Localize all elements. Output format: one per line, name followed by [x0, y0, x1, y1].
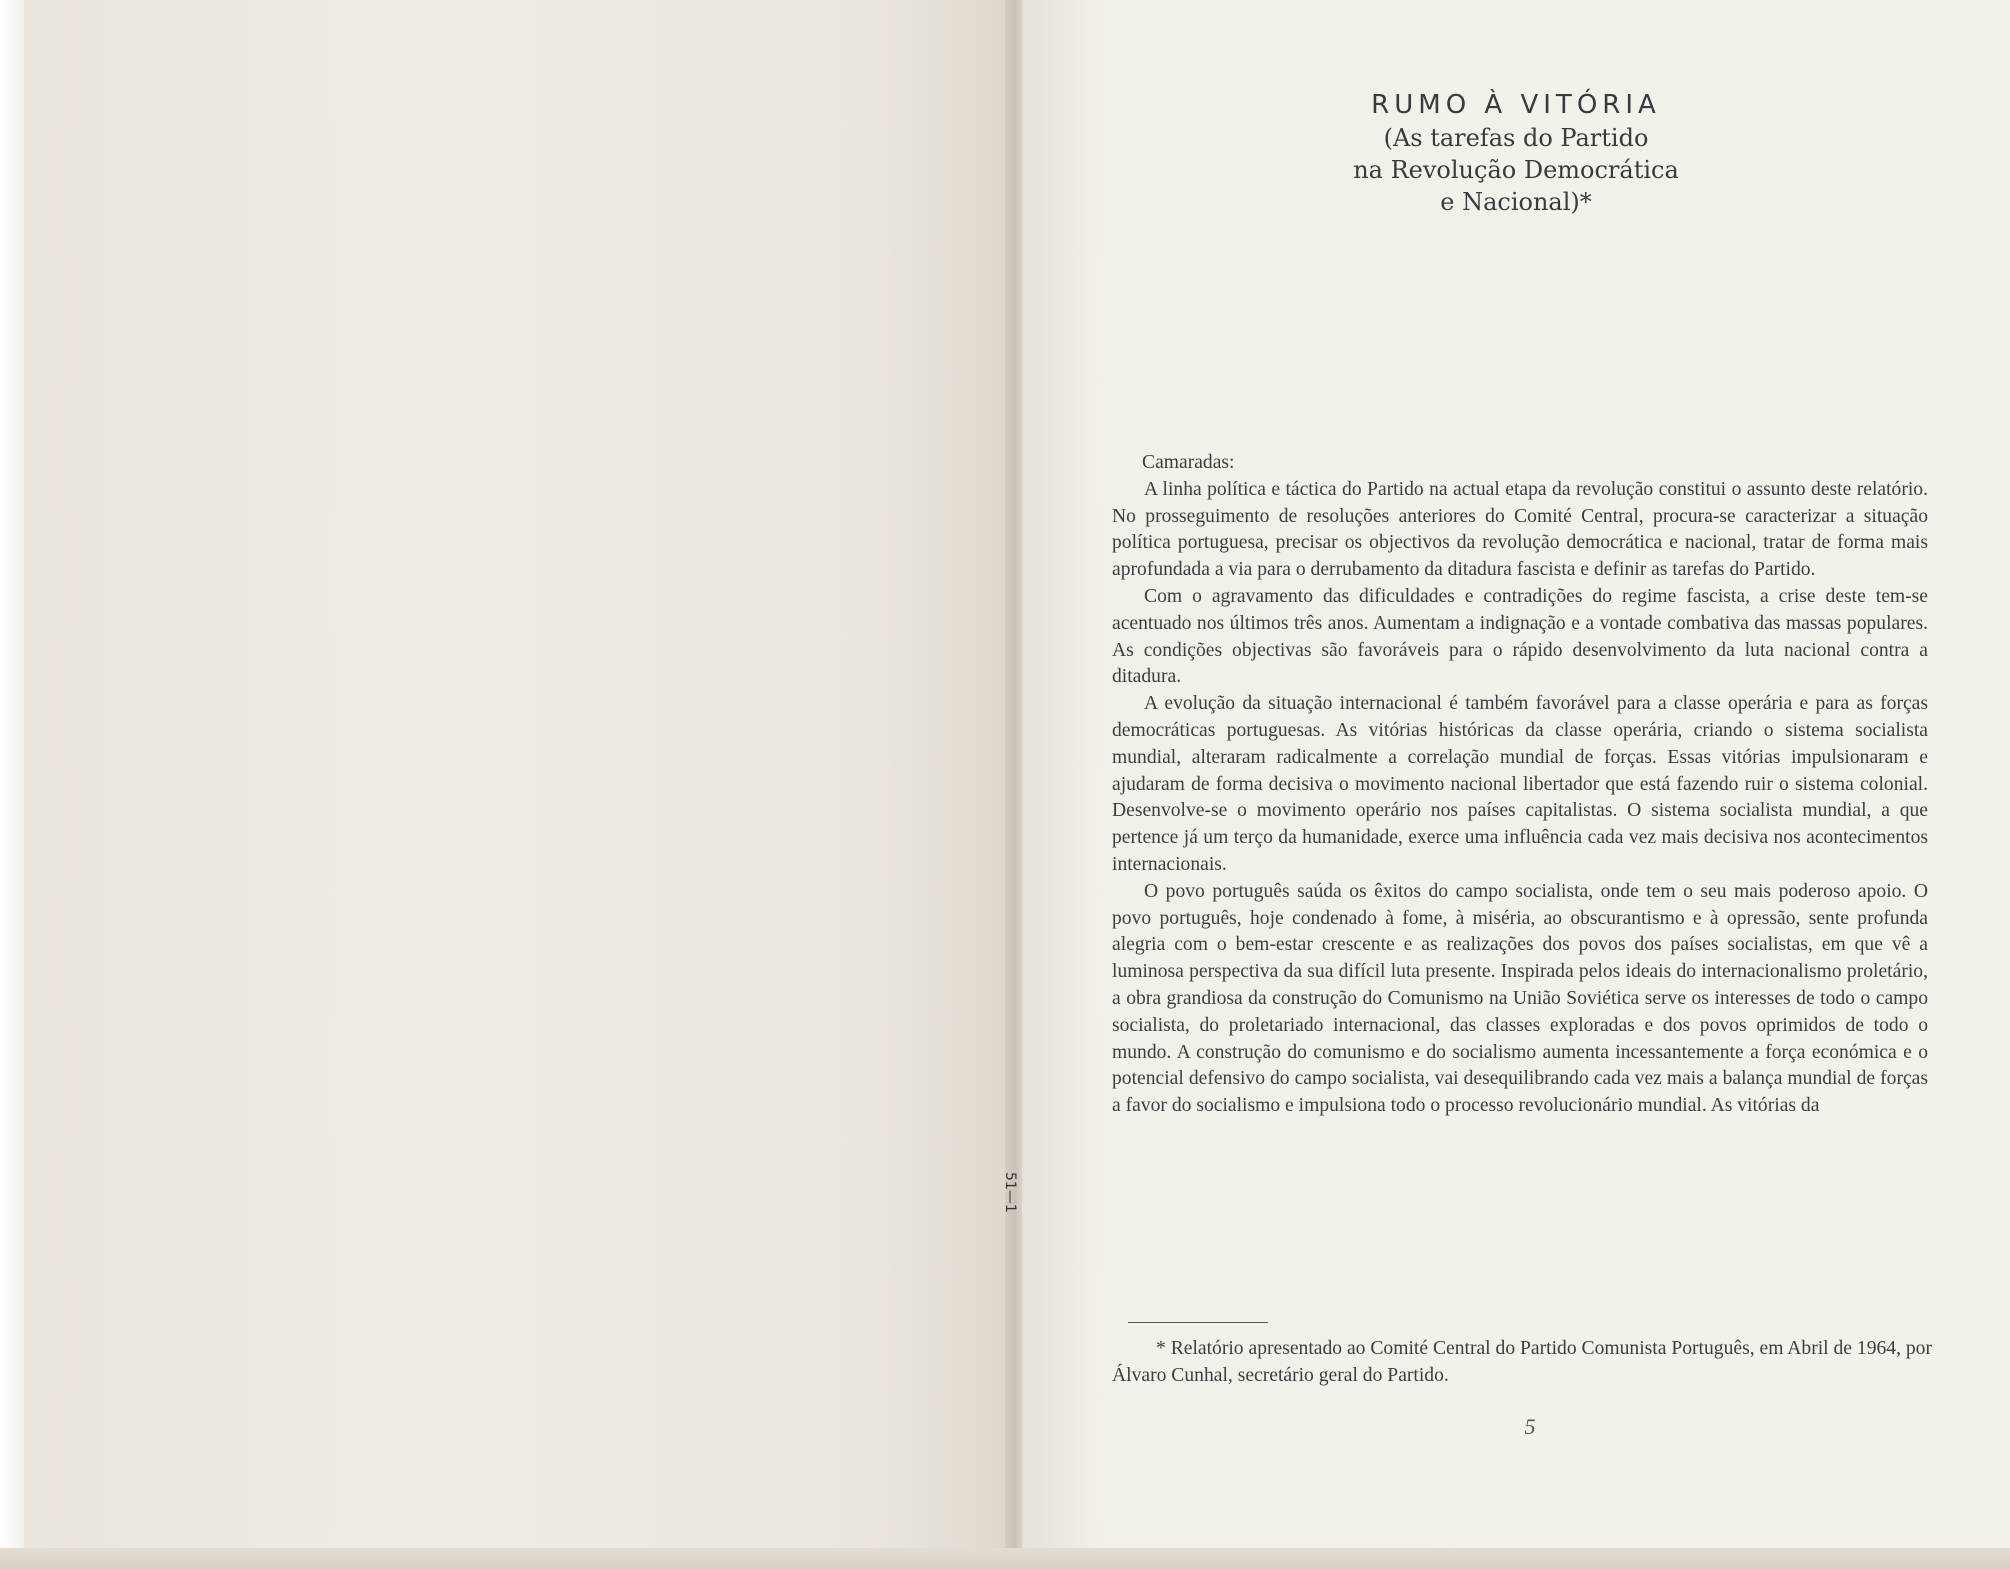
margin-mark: 51—1	[1002, 1172, 1018, 1213]
chapter-subtitle-line: e Nacional)*	[1440, 188, 1592, 216]
chapter-subtitle-line: (As tarefas do Partido	[1383, 124, 1649, 152]
paragraph: O povo português saúda os êxitos do campo socialista, onde tem o seu mais poderoso apoio. O povo português, hoje condenado à fome, à miséria, ao obscurantismo e à opressão, sente profunda alegria com o bem-estar crescente e as realizações dos povos dos países socialistas, em que vê a luminosa perspectiva da sua difícil luta presente. Inspirada pelos ideais do internacionalismo proletário, a obra grandiosa da construção do Comunismo na União Soviética serve os interesses de todo o campo socialista, do proletariado internacional, das classes exploradas e dos povos oprimidos de todo o mundo. A construção do comunismo e do socialismo aumenta incessantemente a força económica e o potencial defensivo do campo socialista, vai desequilibrando cada vez mais a balança mundial de forças a favor do socialismo e impulsiona todo o processo revolucionário mundial. As vitórias da	[1112, 880, 1928, 1117]
chapter-heading	[1022, 88, 2010, 218]
footnote-rule	[1128, 1322, 1268, 1323]
body-text	[1112, 450, 1928, 1120]
paragraph: A linha política e táctica do Partido na actual etapa da revolução constitui o assunto deste relatório. No prosseguimento de resoluções anteriores do Comité Central, procura-se caracterizar a situação política portuguesa, precisar os objectivos da revolução democrática e nacional, tratar de forma mais aprofundada a via para o derrubamento da ditadura fascista e definir as tarefas do Partido.	[1112, 478, 1928, 581]
paragraph: Com o agravamento das dificuldades e contradições do regime fascista, a crise deste tem-se acentuado nos últimos três anos. Aumentam a indignação e a vontade combativa das massas populares. As condições objectivas são favoráveis para o rápido desenvolvimento da luta nacional contra a ditadura.	[1112, 585, 1928, 688]
chapter-subtitle-line: na Revolução Democrática	[1353, 156, 1679, 184]
page-number: 5	[1524, 1414, 1536, 1439]
left-page	[24, 0, 1018, 1569]
scan-edge	[0, 0, 24, 1569]
salutation: Camaradas:	[1142, 452, 1235, 473]
scan-bottom-edge	[0, 1548, 2010, 1569]
chapter-title: RUMO À VITÓRIA	[1371, 90, 1661, 120]
paragraph: A evolução da situação internacional é também favorável para a classe operária e para as forças democráticas portuguesas. As vitórias históricas da classe operária, criando o sistema socialista mundial, alteraram radicalmente a correlação mundial de forças. Essas vitórias impulsionaram e ajudaram de forma decisiva o movimento nacional libertador que está fazendo ruir o sistema colonial. Desenvolve-se o movimento operário nos países capitalistas. O sistema socialista mundial, a que pertence já um terço da humanidade, exerce uma influência cada vez mais decisiva nos acontecimentos internacionais.	[1112, 693, 1928, 875]
footnote: * Relatório apresentado ao Comité Central do Partido Comunista Português, em Abril de 1964, por Álvaro Cunhal, secretário geral do Partido.	[1112, 1338, 1933, 1386]
